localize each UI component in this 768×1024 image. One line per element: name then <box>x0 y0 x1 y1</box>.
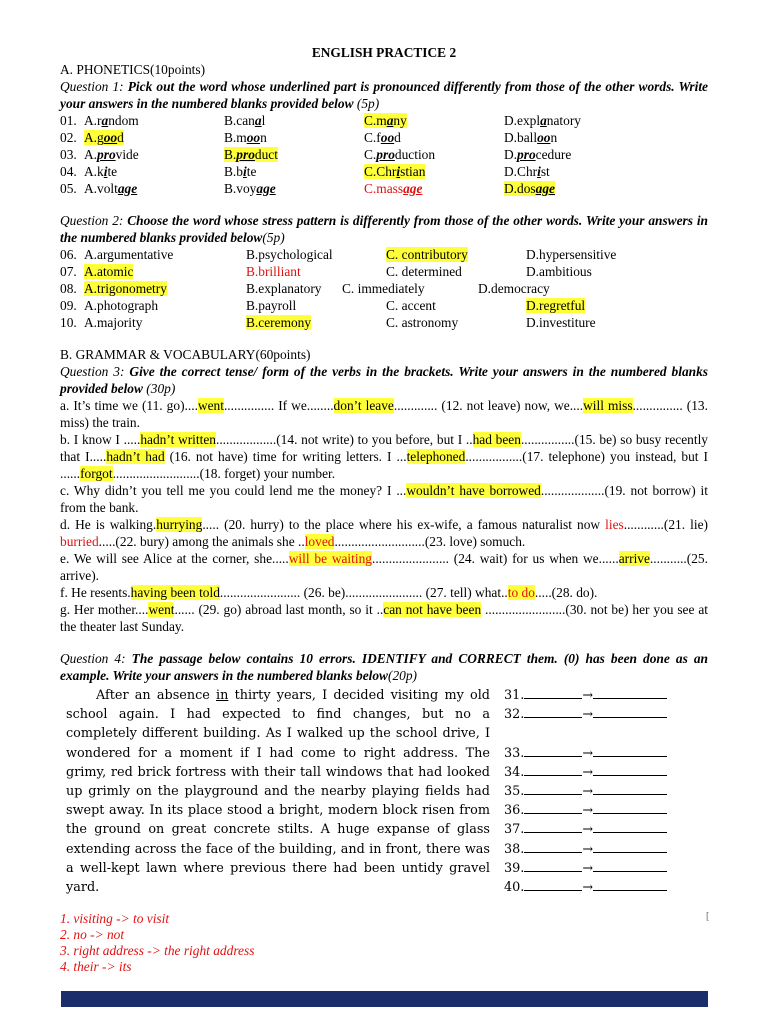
answer-blanks <box>504 686 667 897</box>
answer-18: forgot <box>80 466 113 481</box>
answer-20: hurrying <box>156 517 203 532</box>
answer-15: had been <box>472 432 521 447</box>
option-d: D.explanatory <box>504 113 581 128</box>
option-a: A.photograph <box>84 298 159 313</box>
answer-22: burried <box>60 534 99 549</box>
answer-blank-row[interactable]: 40. → <box>504 878 667 897</box>
option-d: D.regretful <box>526 298 586 313</box>
option-b: B.canal <box>224 113 266 128</box>
question-2-instruction: Question 2: Choose the word whose stress pattern is differently from those of the other words. Write your answers in the numbered blanks provided below(5p) <box>60 213 709 245</box>
answer-key <box>60 911 708 975</box>
question-2-row: 09.A.photograph B.payroll C. accent D.regretful <box>60 298 586 313</box>
option-c: C.Christian <box>364 164 426 179</box>
question-1-row: 03.A.provide B.product C.production D.procedure <box>60 147 572 162</box>
option-b: B.psychological <box>246 247 333 262</box>
question-1-row: 05.A.voltage B.voyage C.massage D.dosage <box>60 181 555 196</box>
option-b: B.moon <box>224 130 267 145</box>
option-c: C. contributory <box>386 247 468 262</box>
question-3-item-g: g. Her mother....went...... (29. go) abroad last month, so it ..can not have been ........................(30. not be) her you see at the theater last Sunday. <box>60 602 708 634</box>
footer-bar <box>61 991 708 1007</box>
option-c: C.food <box>364 130 401 145</box>
question-3-item-f: f. He resents.having been told........................ (26. be)....................... (27. tell) what..to do.....(28. do). <box>60 585 598 600</box>
answer-blank-row[interactable]: 31. → <box>504 686 667 705</box>
question-1-row: 02.A.good B.moon C.food D.balloon <box>60 130 558 145</box>
worksheet <box>60 44 708 975</box>
answer-11: went <box>197 398 224 413</box>
answer-24: will be waiting <box>288 551 372 566</box>
page-title: ENGLISH PRACTICE 2 <box>311 45 457 60</box>
option-d: D.investiture <box>526 315 596 330</box>
option-b: B.voyage <box>224 181 276 196</box>
question-3-instruction: Question 3: Give the correct tense/ form of the verbs in the brackets. Write your answers in the numbered blanks provided below (30p) <box>60 364 708 396</box>
answer-19: wouldn’t have borrowed <box>406 483 541 498</box>
question-4-instruction: Question 4: The passage below contains 10 errors. IDENTIFY and CORRECT them. (0) has been done as an example. Write your answers in the numbered blanks below(20p) <box>60 651 708 683</box>
answer-key-item: 4. their -> its <box>60 959 132 975</box>
option-d: D.hypersensitive <box>526 247 617 262</box>
question-1-instruction: Question 1: Pick out the word whose underlined part is pronounced differently from those of the other words. Write your answers in the numbered blanks provided below (5p) <box>60 79 709 111</box>
section-a-heading: A. PHONETICS(10points) <box>60 62 206 77</box>
option-d: D.dosage <box>504 181 555 196</box>
option-a: A.random <box>84 113 139 128</box>
option-a: A.trigonometry <box>84 281 167 296</box>
option-c: C. determined <box>386 264 462 279</box>
option-a: A.atomic <box>84 264 134 279</box>
section-b-heading: B. GRAMMAR & VOCABULARY(60points) <box>60 347 311 362</box>
question-2-row: 10.A.majority B.ceremony C. astronomy D.investiture <box>60 315 596 330</box>
answer-key-item: 2. no -> not <box>60 927 125 943</box>
answer-16: hadn’t had <box>106 449 165 464</box>
question-2-row: 08.A.trigonometry B.explanatory C. immediately D.democracy <box>60 281 550 296</box>
answer-blank-row[interactable]: 36. → <box>504 801 667 820</box>
question-3-item-e: e. We will see Alice at the corner, she.....will be waiting....................... (24. wait) for us when we......arrive...........(25. arrive). <box>60 551 708 583</box>
option-d: D.procedure <box>504 147 572 162</box>
answer-29: went <box>148 602 175 617</box>
question-1-row: 01.A.random B.canal C.many D.explanatory <box>60 113 581 128</box>
question-3-item-a: a. It’s time we (11. go)....went............... If we........don’t leave............. (12. not leave) now, we....will miss............... (13. miss) the train. <box>60 398 708 430</box>
option-a: A.kite <box>84 164 118 179</box>
answer-23: loved <box>304 534 335 549</box>
option-a: A.argumentative <box>84 247 174 262</box>
question-1-row: 04.A.kite B.bite C.Christian D.Christ <box>60 164 550 179</box>
answer-12: don’t leave <box>333 398 394 413</box>
question-2-row: 07.A.atomic B.brilliant C. determined D.ambitious <box>60 264 592 279</box>
option-c: C.production <box>364 147 436 162</box>
answer-blank-row[interactable]: 39. → <box>504 859 667 878</box>
error-passage: After an absence in thirty years, I decided visiting my old school again. I had expected to find changes, but no a completely different building. As I walked up the school drive, I wondered for a moment if I had come to right address. The grimy, red brick fortress with their tall windows that had looked up grimly on the playground and the nearby playing fields had swept away. In its place stood a bright, modern block risen from the ground on great concrete stilts. A huge expanse of glass extending across the face of the building, and in front, there was a well-kept lawn where previous there had been untidy gravel yard. <box>66 688 491 896</box>
option-a: A.majority <box>84 315 143 330</box>
option-c: C. accent <box>386 298 436 313</box>
answer-25: arrive <box>618 551 650 566</box>
question-3-item-c: c. Why didn’t you tell me you could lend me the money? I ...wouldn’t have borrowed...................(19. not borrow) it from the bank. <box>60 483 708 515</box>
question-3-item-b: b. I know I .....hadn’t written..................(14. not write) to you before, but I ..had been................(15. be) so busy recently that I.....hadn’t had (16. not have) time for writing letters. I ...telephoned.................(17. telephone) you instead, but I ......forgot..........................(18. forget) your number. <box>60 432 709 481</box>
question-3-item-d: d. He is walking.hurrying..... (20. hurry) to the place where his ex-wife, a famous naturalist now lies............(21. lie) burried.....(22. bury) among the animals she ..loved...........................(23. love) somuch. <box>60 517 708 549</box>
answer-blank-row <box>504 724 667 743</box>
option-c: C.massage <box>364 181 423 196</box>
answer-26-27: having been told <box>130 585 220 600</box>
option-c: C.many <box>364 113 407 128</box>
answer-blank-row[interactable]: 34. → <box>504 763 667 782</box>
page-marker: [ <box>706 911 710 922</box>
answer-14: hadn’t written <box>140 432 216 447</box>
question-2-row: 06.A.argumentative B.psychological C. contributory D.hypersensitive <box>60 247 617 262</box>
answer-blank-row[interactable]: 32. → <box>504 705 667 724</box>
answer-blank-row[interactable]: 38. → <box>504 840 667 859</box>
question-2-options <box>60 246 708 331</box>
option-c: C. astronomy <box>386 315 459 330</box>
answer-30: can not have been <box>383 602 482 617</box>
option-b: B.bite <box>224 164 257 179</box>
option-b: B.ceremony <box>246 315 312 330</box>
option-a: A.good <box>84 130 124 145</box>
option-b: B.brilliant <box>246 264 301 279</box>
option-b: B.payroll <box>246 298 297 313</box>
option-b: B.product <box>224 147 278 162</box>
option-d: D.Christ <box>504 164 550 179</box>
answer-blank-row[interactable]: 35. → <box>504 782 667 801</box>
answer-key-item: 1. visiting -> to visit <box>60 911 170 927</box>
answer-13: will miss <box>583 398 633 413</box>
option-a: A.provide <box>84 147 139 162</box>
answer-17: telephoned <box>406 449 466 464</box>
answer-blank-row[interactable]: 37. → <box>504 820 667 839</box>
option-c: C. immediately <box>342 281 425 296</box>
option-d: D.balloon <box>504 130 558 145</box>
question-1-options <box>60 112 708 197</box>
question-4-body <box>60 686 708 897</box>
answer-21: lies <box>605 517 624 532</box>
option-d: D.democracy <box>478 281 550 296</box>
answer-28: to do <box>507 585 535 600</box>
option-b: B.explanatory <box>246 281 322 296</box>
answer-blank-row[interactable]: 33. → <box>504 744 667 763</box>
answer-key-item: 3. right address -> the right address <box>60 943 255 959</box>
option-d: D.ambitious <box>526 264 592 279</box>
option-a: A.voltage <box>84 181 138 196</box>
